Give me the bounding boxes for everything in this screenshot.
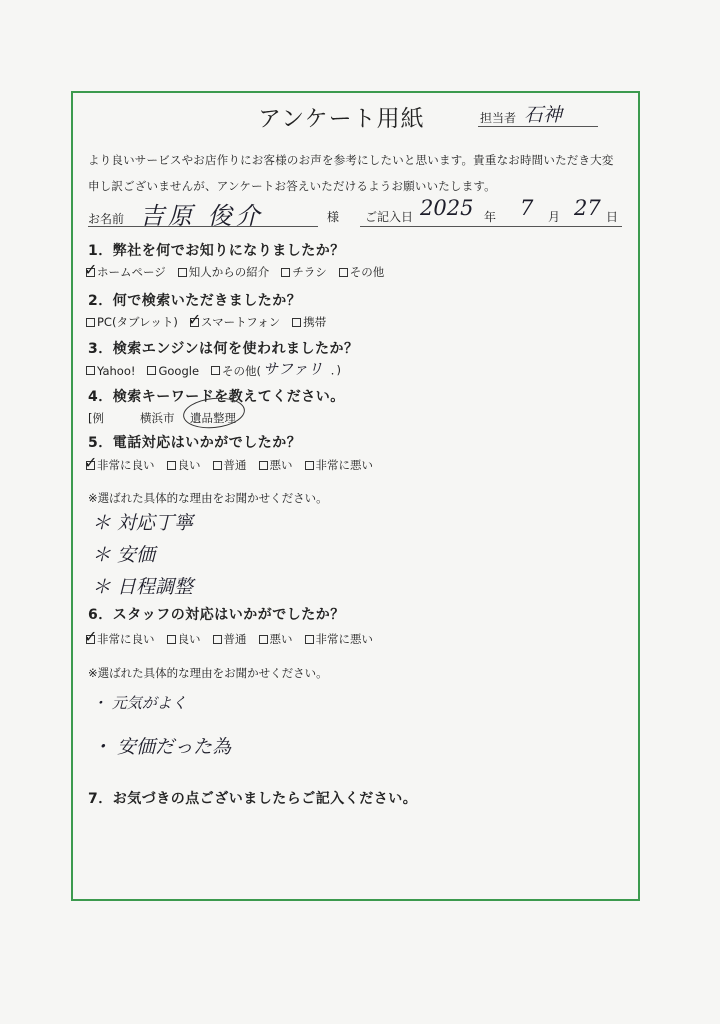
- checkbox[interactable]: [259, 461, 268, 470]
- honorific: 様: [327, 210, 340, 224]
- q4-example-keyword: 遺品整理: [190, 411, 236, 425]
- q1-option[interactable]: 知人からの紹介: [178, 264, 270, 280]
- intro-line: 申し訳ございませんが、アンケートお答えいただけるようお願いいたします。: [88, 179, 496, 193]
- checkbox-checked[interactable]: [86, 461, 95, 470]
- checkbox-checked[interactable]: [190, 318, 199, 327]
- name-value: 吉原 俊介: [140, 202, 264, 230]
- date-underline: [360, 226, 622, 227]
- date-label: ご記入日: [365, 210, 414, 224]
- year-label: 年: [484, 210, 497, 224]
- q1-heading: 1．弊社を何でお知りになりましたか？: [88, 243, 345, 259]
- q5-option[interactable]: 良い: [167, 457, 201, 473]
- q4-example-label: [例: [88, 411, 104, 425]
- q1-option[interactable]: その他: [339, 264, 385, 280]
- q2-option[interactable]: ✓ スマートフォン: [190, 314, 280, 330]
- q1-option[interactable]: ✓ ホームページ: [86, 264, 166, 280]
- staff-underline: [478, 126, 598, 127]
- q6-options: [86, 631, 385, 647]
- q7-heading: 7．お気づきの点ございましたらご記入ください。: [88, 791, 418, 807]
- q5-reason-prompt: ※選ばれた具体的な理由をお聞かせください。: [88, 491, 328, 505]
- checkbox[interactable]: [178, 268, 187, 277]
- q4-example-city: 横浜市: [140, 411, 175, 425]
- checkbox-checked[interactable]: [86, 635, 95, 644]
- checkbox[interactable]: [259, 635, 268, 644]
- date-month: 7: [520, 196, 534, 220]
- checkbox-checked[interactable]: [86, 268, 95, 277]
- q6-reason: ・ 安価だった為: [92, 736, 232, 758]
- staff-label: 担当者: [480, 111, 517, 125]
- q6-option[interactable]: ✓ 非常に良い: [86, 631, 155, 647]
- q6-option[interactable]: 悪い: [259, 631, 293, 647]
- intro-line: より良いサービスやお店作りにお客様のお声を参考にしたいと思います。貴重なお時間いただき大変: [88, 153, 614, 167]
- checkbox[interactable]: [167, 635, 176, 644]
- q2-heading: 2．何で検索いただきましたか？: [88, 293, 302, 309]
- q5-heading: 5．電話対応はいかがでしたか？: [88, 435, 302, 451]
- checkbox[interactable]: [147, 366, 156, 375]
- q2-options: [86, 314, 338, 330]
- q3-other-value: サファリ: [263, 360, 323, 378]
- page-title: アンケート用紙: [258, 106, 425, 132]
- q6-reason-prompt: ※選ばれた具体的な理由をお聞かせください。: [88, 666, 328, 680]
- q3-heading: 3．検索エンジンは何を使われましたか？: [88, 341, 359, 357]
- q6-option[interactable]: 良い: [167, 631, 201, 647]
- checkbox[interactable]: [305, 461, 314, 470]
- q4-heading: 4．検索キーワードを教えてください。: [88, 389, 345, 405]
- q3-option[interactable]: その他(: [211, 362, 261, 379]
- date-year: 2025: [420, 196, 474, 220]
- checkbox[interactable]: [213, 461, 222, 470]
- q6-heading: 6．スタッフの対応はいかがでしたか？: [88, 607, 345, 623]
- staff-value: 石神: [524, 104, 563, 126]
- q3-option[interactable]: Yahoo!: [86, 362, 135, 379]
- checkbox[interactable]: [292, 318, 301, 327]
- q6-reason: ・ 元気がよく: [92, 694, 187, 712]
- checkbox[interactable]: [86, 366, 95, 375]
- checkbox[interactable]: [305, 635, 314, 644]
- q5-reason: ＊ 安価: [92, 544, 156, 566]
- q5-option[interactable]: 悪い: [259, 457, 293, 473]
- q3-other-close: ．): [330, 363, 341, 377]
- q2-option[interactable]: PC(タブレット): [86, 314, 178, 330]
- checkbox[interactable]: [281, 268, 290, 277]
- checkbox[interactable]: [339, 268, 348, 277]
- q2-option[interactable]: 携帯: [292, 314, 326, 330]
- q5-option[interactable]: ✓ 非常に良い: [86, 457, 155, 473]
- q3-options: [86, 362, 341, 379]
- q1-option[interactable]: チラシ: [281, 264, 327, 280]
- q5-options: [86, 457, 385, 473]
- name-underline: [88, 226, 318, 227]
- q5-option[interactable]: 普通: [213, 457, 247, 473]
- q5-reason: ＊ 対応丁寧: [92, 512, 194, 534]
- q6-option[interactable]: 普通: [213, 631, 247, 647]
- date-day: 27: [574, 196, 601, 220]
- checkbox[interactable]: [86, 318, 95, 327]
- q3-option[interactable]: Google: [147, 362, 199, 379]
- q1-options: [86, 264, 396, 280]
- month-label: 月: [548, 210, 561, 224]
- checkbox[interactable]: [211, 366, 220, 375]
- name-label: お名前: [88, 212, 125, 226]
- day-label: 日: [606, 210, 619, 224]
- checkbox[interactable]: [213, 635, 222, 644]
- checkbox[interactable]: [167, 461, 176, 470]
- q5-option[interactable]: 非常に悪い: [305, 457, 374, 473]
- q6-option[interactable]: 非常に悪い: [305, 631, 374, 647]
- q5-reason: ＊ 日程調整: [92, 576, 194, 598]
